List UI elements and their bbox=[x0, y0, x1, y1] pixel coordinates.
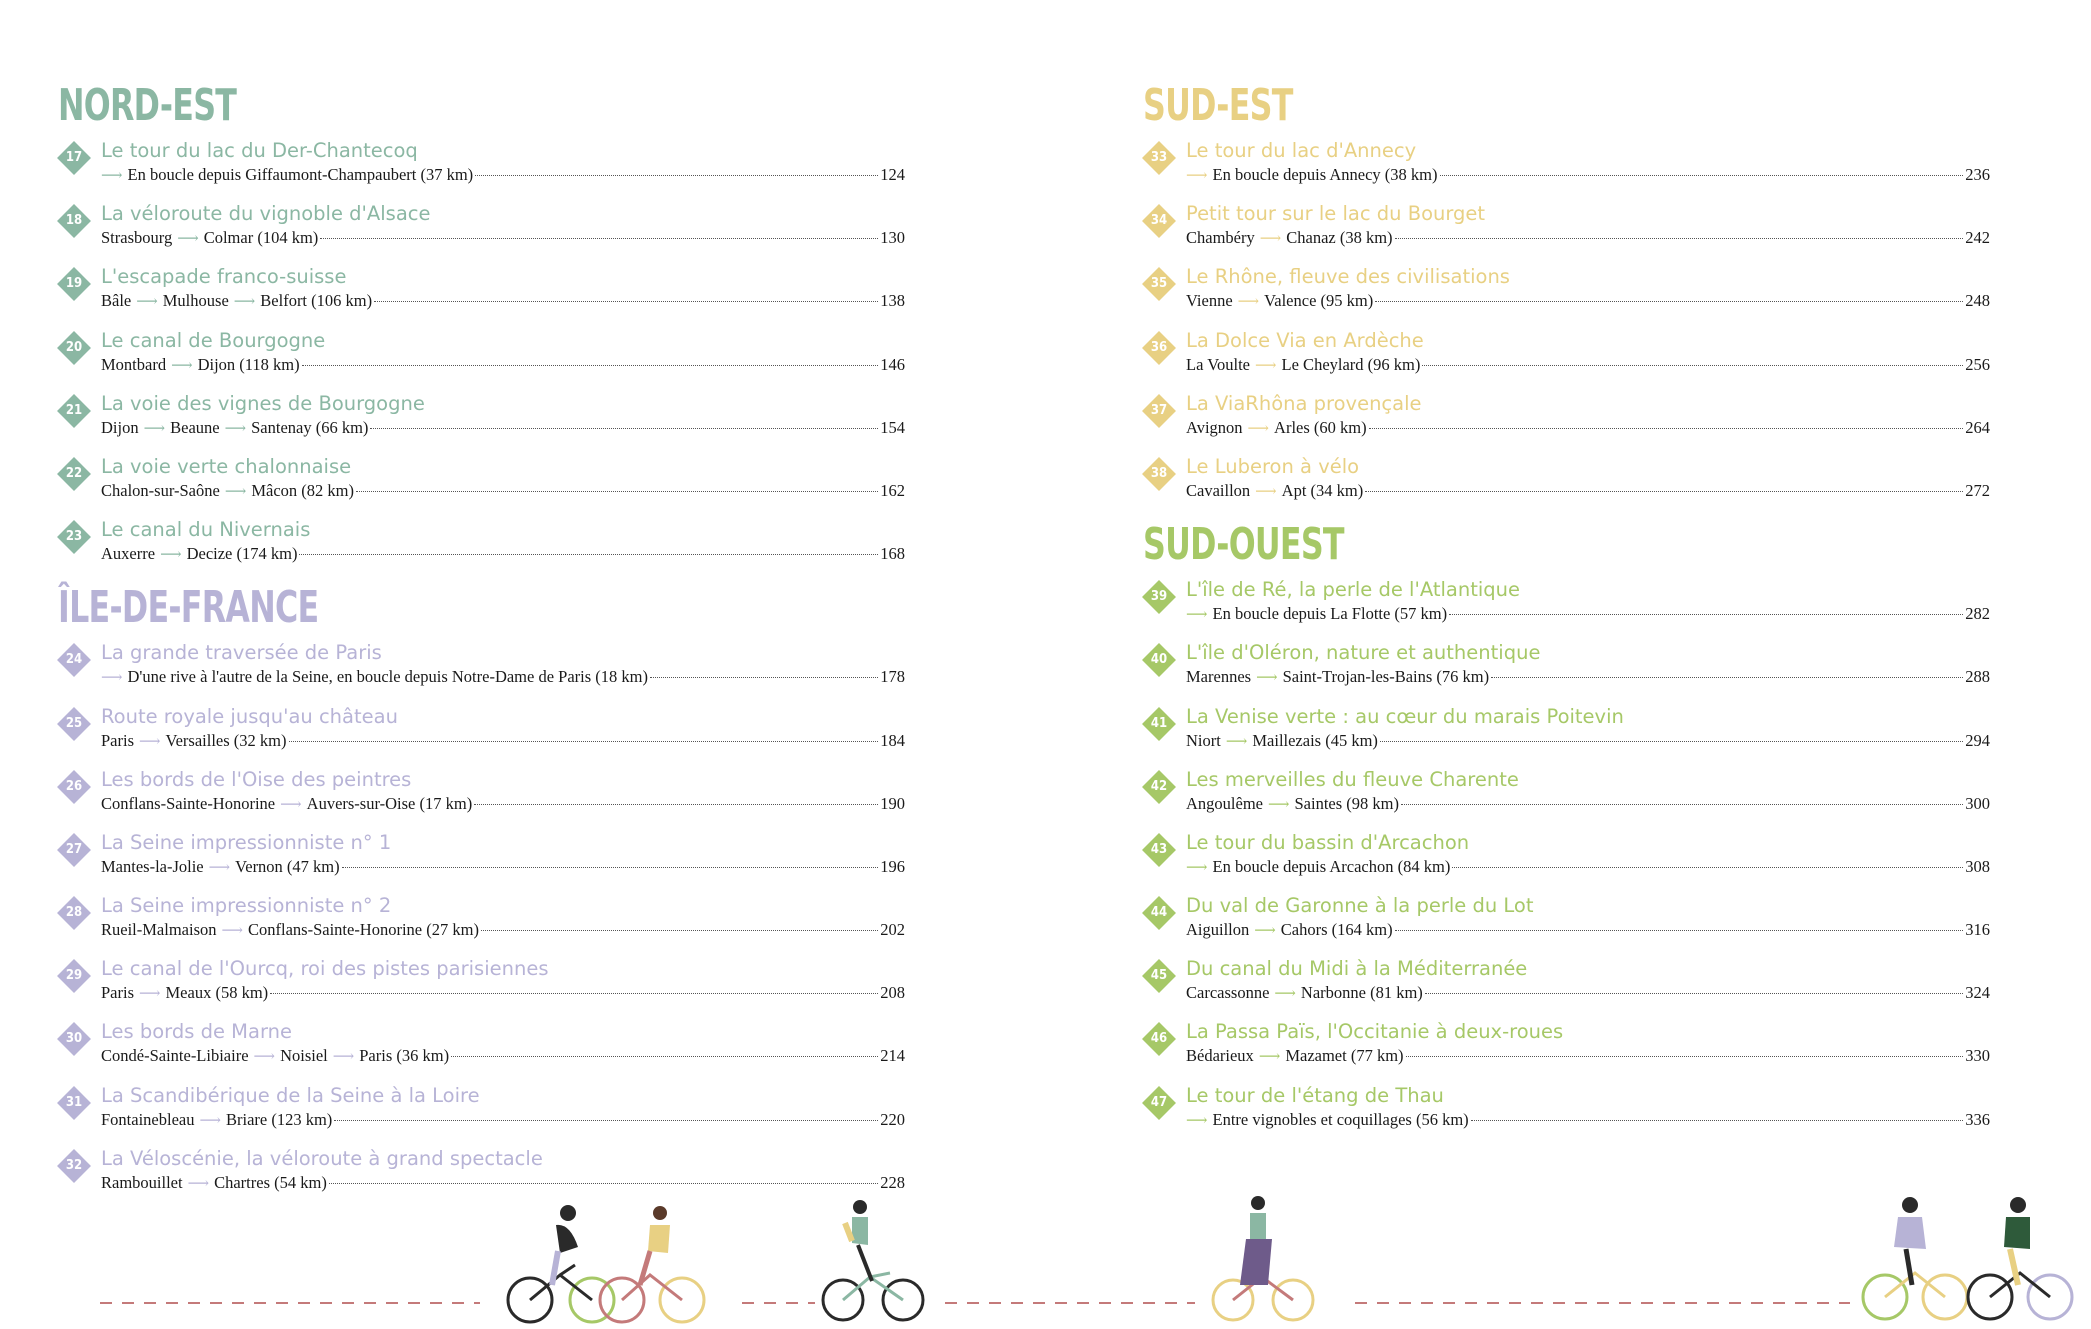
itinerary-stop: Dijon (118 km) bbox=[197, 354, 300, 374]
page-number: 138 bbox=[880, 291, 905, 311]
long-arrow-right-icon: ⟶ bbox=[1259, 231, 1282, 248]
route-itinerary bbox=[101, 920, 905, 940]
itinerary-stop: Carcassonne bbox=[1186, 983, 1270, 1003]
page-number: 228 bbox=[880, 1172, 905, 1192]
route-entry[interactable] bbox=[60, 452, 905, 515]
dotted-leader bbox=[475, 175, 878, 176]
route-number: 37 bbox=[1150, 402, 1168, 418]
dotted-leader bbox=[299, 554, 878, 555]
route-list bbox=[60, 638, 905, 1207]
route-itinerary bbox=[101, 1110, 905, 1130]
page-number: 272 bbox=[1965, 480, 1990, 500]
long-arrow-right-icon: ⟶ bbox=[160, 547, 182, 564]
itinerary-stop: Mâcon (82 km) bbox=[251, 480, 354, 500]
itinerary-stop: Narbonne (81 km) bbox=[1300, 983, 1423, 1003]
route-title: Petit tour sur le lac du Bourget bbox=[1186, 202, 1486, 226]
page-number: 178 bbox=[880, 667, 905, 687]
route-itinerary bbox=[1186, 355, 1990, 375]
long-arrow-right-icon: ⟶ bbox=[253, 1049, 276, 1066]
route-number: 18 bbox=[65, 213, 83, 229]
region-title: NORD-EST bbox=[58, 80, 237, 131]
dotted-leader bbox=[370, 428, 878, 429]
route-itinerary bbox=[1186, 481, 1990, 501]
route-number: 31 bbox=[65, 1094, 83, 1110]
page-number: 146 bbox=[880, 354, 905, 374]
itinerary-stop: Chanaz (38 km) bbox=[1286, 228, 1393, 248]
dotted-leader bbox=[451, 1056, 878, 1057]
route-list bbox=[60, 136, 905, 578]
route-number: 30 bbox=[65, 1031, 83, 1047]
itinerary-stop: Saintes (98 km) bbox=[1294, 793, 1399, 813]
region-nord-est bbox=[60, 78, 905, 578]
route-title: La Venise verte : au cœur du marais Poitevin bbox=[1186, 704, 1624, 728]
route-entry[interactable] bbox=[60, 326, 905, 389]
route-entry[interactable] bbox=[1145, 452, 1990, 515]
route-entry[interactable] bbox=[60, 638, 905, 701]
route-itinerary bbox=[1186, 857, 1990, 877]
route-itinerary bbox=[1186, 731, 1990, 751]
long-arrow-right-icon: ⟶ bbox=[1258, 1049, 1281, 1066]
long-arrow-right-icon: ⟶ bbox=[101, 168, 123, 184]
route-entry[interactable] bbox=[60, 136, 905, 199]
itinerary-stop: Apt (34 km) bbox=[1281, 480, 1364, 500]
dotted-leader bbox=[270, 993, 878, 994]
route-itinerary bbox=[1186, 1110, 1990, 1130]
route-entry[interactable] bbox=[1145, 262, 1990, 325]
long-arrow-right-icon: ⟶ bbox=[171, 357, 193, 374]
long-arrow-right-icon: ⟶ bbox=[208, 859, 231, 876]
itinerary-stop: Marennes bbox=[1186, 667, 1252, 687]
long-arrow-right-icon: ⟶ bbox=[136, 294, 158, 311]
itinerary-stop: Paris bbox=[101, 983, 134, 1003]
route-list bbox=[1145, 136, 1990, 515]
route-number: 34 bbox=[1150, 213, 1168, 229]
dotted-leader bbox=[289, 741, 879, 742]
long-arrow-right-icon: ⟶ bbox=[143, 420, 166, 437]
route-title: La grande traversée de Paris bbox=[101, 641, 382, 665]
route-itinerary bbox=[101, 857, 905, 877]
route-title: La voie des vignes de Bourgogne bbox=[101, 391, 425, 415]
page-number: 154 bbox=[880, 417, 905, 437]
itinerary-stop: Auvers-sur-Oise (17 km) bbox=[306, 793, 473, 813]
route-entry[interactable] bbox=[1145, 638, 1990, 701]
page-number: 336 bbox=[1965, 1109, 1990, 1129]
route-itinerary bbox=[101, 355, 905, 375]
dotted-leader bbox=[1449, 614, 1963, 615]
route-itinerary bbox=[1186, 604, 1990, 624]
itinerary-stop: Briare (123 km) bbox=[226, 1109, 333, 1129]
route-itinerary bbox=[1186, 291, 1990, 311]
route-title: La Seine impressionniste n° 2 bbox=[101, 894, 392, 918]
itinerary-stop: Fontainebleau bbox=[101, 1109, 195, 1129]
route-number: 45 bbox=[1150, 968, 1168, 984]
itinerary-stop: Colmar (104 km) bbox=[203, 228, 319, 248]
route-number: 43 bbox=[1150, 841, 1168, 857]
itinerary-stop: En boucle depuis La Flotte (57 km) bbox=[1212, 604, 1448, 624]
itinerary-stop: D'une rive à l'autre de la Seine, en boucle depuis Notre-Dame de Paris (18 km) bbox=[127, 667, 648, 687]
route-title: Le tour du bassin d'Arcachon bbox=[1186, 830, 1470, 854]
route-itinerary bbox=[101, 667, 905, 687]
page-number: 220 bbox=[880, 1109, 905, 1129]
itinerary-stop: Noisiel bbox=[280, 1046, 328, 1066]
route-number: 35 bbox=[1150, 276, 1168, 292]
dotted-leader bbox=[1440, 175, 1964, 176]
route-entry[interactable] bbox=[1145, 199, 1990, 262]
long-arrow-right-icon: ⟶ bbox=[1256, 670, 1278, 687]
route-title: L'île d'Oléron, nature et authentique bbox=[1186, 641, 1541, 665]
route-number: 24 bbox=[65, 652, 83, 668]
dotted-leader bbox=[320, 238, 878, 239]
dotted-leader bbox=[1380, 741, 1963, 742]
itinerary-stop: Chambéry bbox=[1186, 228, 1255, 248]
long-arrow-right-icon: ⟶ bbox=[1186, 168, 1208, 184]
route-itinerary bbox=[1186, 1046, 1990, 1066]
long-arrow-right-icon: ⟶ bbox=[1255, 483, 1277, 500]
itinerary-stop: Le Cheylard (96 km) bbox=[1281, 354, 1421, 374]
route-itinerary bbox=[1186, 228, 1990, 248]
route-entry[interactable] bbox=[60, 389, 905, 452]
dotted-leader bbox=[650, 677, 878, 678]
region-sud-ouest bbox=[1145, 517, 1990, 1144]
cyclists-illustration bbox=[0, 1185, 2091, 1329]
itinerary-stop: En boucle depuis Giffaumont-Champaubert (37 km) bbox=[127, 165, 474, 184]
route-entry[interactable] bbox=[1145, 702, 1990, 765]
route-number: 29 bbox=[65, 968, 83, 984]
route-itinerary bbox=[1186, 983, 1990, 1003]
dotted-leader bbox=[334, 1120, 878, 1121]
itinerary-stop: Maillezais (45 km) bbox=[1252, 730, 1378, 750]
itinerary-stop: Vienne bbox=[1186, 291, 1233, 311]
region-sud-est bbox=[1145, 78, 1990, 515]
dotted-leader bbox=[1401, 804, 1963, 805]
route-number: 38 bbox=[1150, 465, 1168, 481]
route-title: Du val de Garonne à la perle du Lot bbox=[1186, 894, 1534, 918]
itinerary-stop: Auxerre bbox=[101, 544, 156, 564]
route-entry[interactable] bbox=[1145, 954, 1990, 1017]
itinerary-stop: Angoulême bbox=[1186, 793, 1263, 813]
route-title: Les bords de Marne bbox=[101, 1020, 292, 1044]
route-number: 32 bbox=[65, 1157, 83, 1173]
left-column bbox=[60, 78, 905, 1207]
itinerary-stop: Rueil-Malmaison bbox=[101, 920, 217, 940]
itinerary-stop: Saint-Trojan-les-Bains (76 km) bbox=[1282, 667, 1490, 687]
page-number: 208 bbox=[880, 983, 905, 1003]
route-title: Le canal du Nivernais bbox=[101, 518, 311, 542]
cyclist-pair-left bbox=[508, 1205, 704, 1322]
itinerary-stop: Entre vignobles et coquillages (56 km) bbox=[1212, 1109, 1469, 1129]
page-number: 168 bbox=[880, 544, 905, 564]
route-number: 40 bbox=[1150, 652, 1168, 668]
itinerary-stop: Chartres (54 km) bbox=[214, 1172, 327, 1192]
route-entry[interactable] bbox=[60, 515, 905, 578]
long-arrow-right-icon: ⟶ bbox=[139, 733, 161, 750]
long-arrow-right-icon: ⟶ bbox=[101, 670, 123, 687]
route-entry[interactable] bbox=[60, 1017, 905, 1080]
long-arrow-right-icon: ⟶ bbox=[280, 796, 302, 813]
region-title: SUD-OUEST bbox=[1143, 519, 1344, 571]
page-number: 294 bbox=[1965, 730, 1990, 750]
page-number: 242 bbox=[1965, 228, 1990, 248]
long-arrow-right-icon: ⟶ bbox=[187, 1175, 210, 1192]
dotted-leader bbox=[1452, 867, 1963, 868]
dotted-leader bbox=[1395, 930, 1964, 931]
dotted-leader bbox=[474, 804, 878, 805]
page-number: 256 bbox=[1965, 354, 1990, 374]
route-itinerary bbox=[101, 1046, 905, 1066]
route-itinerary bbox=[101, 291, 905, 311]
itinerary-stop: Cahors (164 km) bbox=[1280, 920, 1393, 940]
long-arrow-right-icon: ⟶ bbox=[1225, 733, 1248, 750]
itinerary-stop: Versailles (32 km) bbox=[165, 730, 287, 750]
route-entry[interactable] bbox=[1145, 1081, 1990, 1144]
page-number: 130 bbox=[880, 228, 905, 248]
itinerary-stop: Mantes-la-Jolie bbox=[101, 856, 204, 876]
route-title: Route royale jusqu'au château bbox=[101, 704, 398, 728]
itinerary-stop: Bâle bbox=[101, 291, 132, 311]
dotted-leader bbox=[302, 365, 879, 366]
long-arrow-right-icon: ⟶ bbox=[1254, 923, 1276, 940]
page-number: 236 bbox=[1965, 165, 1990, 184]
page-number: 282 bbox=[1965, 604, 1990, 624]
itinerary-stop: Valence (95 km) bbox=[1264, 291, 1374, 311]
page-number: 308 bbox=[1965, 856, 1990, 876]
itinerary-stop: Aiguillon bbox=[1186, 920, 1250, 940]
route-entry[interactable] bbox=[60, 199, 905, 262]
long-arrow-right-icon: ⟶ bbox=[1267, 796, 1290, 813]
route-itinerary bbox=[1186, 794, 1990, 814]
itinerary-stop: Mulhouse bbox=[162, 291, 229, 311]
page-number: 202 bbox=[880, 920, 905, 940]
route-title: L'île de Ré, la perle de l'Atlantique bbox=[1186, 578, 1520, 602]
route-list bbox=[1145, 575, 1990, 1144]
dotted-leader bbox=[356, 491, 878, 492]
itinerary-stop: En boucle depuis Arcachon (84 km) bbox=[1212, 856, 1451, 876]
itinerary-stop: Decize (174 km) bbox=[186, 544, 298, 564]
dotted-leader bbox=[1395, 238, 1964, 239]
page-number: 124 bbox=[880, 165, 905, 184]
page-number: 324 bbox=[1965, 983, 1990, 1003]
dotted-leader bbox=[1406, 1056, 1964, 1057]
long-arrow-right-icon: ⟶ bbox=[1255, 357, 1277, 374]
route-entry[interactable] bbox=[60, 262, 905, 325]
route-number: 25 bbox=[65, 715, 83, 731]
route-itinerary bbox=[101, 544, 905, 564]
itinerary-stop: Cavaillon bbox=[1186, 480, 1251, 500]
long-arrow-right-icon: ⟶ bbox=[177, 231, 199, 248]
route-entry[interactable] bbox=[1145, 828, 1990, 891]
route-itinerary bbox=[101, 794, 905, 814]
route-itinerary bbox=[101, 481, 905, 501]
route-title: Le tour du lac d'Annecy bbox=[1186, 139, 1417, 162]
itinerary-stop: Condé-Sainte-Libiaire bbox=[101, 1046, 249, 1066]
route-title: La Scandibérique de la Seine à la Loire bbox=[101, 1083, 480, 1107]
itinerary-stop: Conflans-Sainte-Honorine bbox=[101, 793, 276, 813]
route-title: Le tour du lac du Der-Chantecoq bbox=[101, 139, 418, 162]
itinerary-stop: Bédarieux bbox=[1186, 1046, 1254, 1066]
route-entry[interactable] bbox=[60, 765, 905, 828]
route-title: La ViaRhôna provençale bbox=[1186, 391, 1422, 415]
route-itinerary bbox=[101, 228, 905, 248]
route-number: 42 bbox=[1150, 778, 1168, 794]
route-number: 19 bbox=[65, 276, 83, 292]
dotted-leader bbox=[374, 301, 878, 302]
itinerary-stop: Avignon bbox=[1186, 417, 1243, 437]
route-number: 27 bbox=[65, 841, 83, 857]
route-itinerary bbox=[101, 418, 905, 438]
long-arrow-right-icon: ⟶ bbox=[1186, 1112, 1208, 1129]
dotted-leader bbox=[481, 930, 878, 931]
route-title: La Véloscénie, la véloroute à grand spectacle bbox=[101, 1146, 543, 1170]
itinerary-stop: Mazamet (77 km) bbox=[1285, 1046, 1404, 1066]
route-title: La Dolce Via en Ardèche bbox=[1186, 328, 1424, 352]
long-arrow-right-icon: ⟶ bbox=[1186, 859, 1208, 876]
route-itinerary bbox=[1186, 667, 1990, 687]
dotted-leader bbox=[1425, 993, 1963, 994]
dotted-leader bbox=[1375, 301, 1963, 302]
dotted-leader bbox=[329, 1183, 878, 1184]
route-number: 33 bbox=[1150, 150, 1168, 165]
long-arrow-right-icon: ⟶ bbox=[224, 483, 247, 500]
route-itinerary bbox=[101, 165, 905, 185]
route-itinerary bbox=[101, 983, 905, 1003]
route-title: La Passa Païs, l'Occitanie à deux-roues bbox=[1186, 1020, 1564, 1044]
long-arrow-right-icon: ⟶ bbox=[224, 420, 247, 437]
itinerary-stop: Vernon (47 km) bbox=[235, 856, 340, 876]
route-title: La Seine impressionniste n° 1 bbox=[101, 830, 392, 854]
route-number: 23 bbox=[65, 529, 83, 545]
long-arrow-right-icon: ⟶ bbox=[332, 1049, 355, 1066]
itinerary-stop: En boucle depuis Annecy (38 km) bbox=[1212, 165, 1438, 184]
itinerary-stop: Montbard bbox=[101, 354, 167, 374]
route-title: Du canal du Midi à la Méditerranée bbox=[1186, 957, 1528, 981]
route-entry[interactable] bbox=[60, 1081, 905, 1144]
itinerary-stop: Paris (36 km) bbox=[359, 1046, 450, 1066]
itinerary-stop: Paris bbox=[101, 730, 134, 750]
itinerary-stop: Dijon bbox=[101, 417, 139, 437]
itinerary-stop: Arles (60 km) bbox=[1274, 417, 1367, 437]
route-title: La voie verte chalonnaise bbox=[101, 454, 352, 478]
route-number: 39 bbox=[1150, 589, 1168, 605]
dotted-leader bbox=[1422, 365, 1963, 366]
route-entry[interactable] bbox=[60, 828, 905, 891]
cyclist-single-yellow bbox=[1213, 1196, 1313, 1320]
route-number: 47 bbox=[1150, 1094, 1168, 1110]
route-entry[interactable] bbox=[60, 891, 905, 954]
long-arrow-right-icon: ⟶ bbox=[233, 294, 256, 311]
itinerary-stop: Beaune bbox=[170, 417, 220, 437]
page-number: 190 bbox=[880, 793, 905, 813]
route-number: 36 bbox=[1150, 339, 1168, 355]
itinerary-stop: Strasbourg bbox=[101, 228, 173, 248]
itinerary-stop: Conflans-Sainte-Honorine (27 km) bbox=[248, 920, 479, 940]
dotted-leader bbox=[1491, 677, 1963, 678]
route-title: L'escapade franco-suisse bbox=[101, 265, 347, 289]
itinerary-stop: Belfort (106 km) bbox=[260, 291, 373, 311]
route-entry[interactable] bbox=[1145, 326, 1990, 389]
itinerary-stop: La Voulte bbox=[1186, 354, 1251, 374]
route-entry[interactable] bbox=[1145, 575, 1990, 638]
route-number: 20 bbox=[65, 339, 83, 355]
long-arrow-right-icon: ⟶ bbox=[1186, 607, 1208, 624]
page-number: 264 bbox=[1965, 417, 1990, 437]
route-number: 44 bbox=[1150, 905, 1168, 921]
route-entry[interactable] bbox=[1145, 1017, 1990, 1080]
itinerary-stop: Meaux (58 km) bbox=[165, 983, 269, 1003]
page-number: 184 bbox=[880, 730, 905, 750]
route-title: Le Luberon à vélo bbox=[1186, 454, 1360, 478]
region-title: SUD-EST bbox=[1143, 80, 1293, 131]
page-number: 316 bbox=[1965, 920, 1990, 940]
long-arrow-right-icon: ⟶ bbox=[139, 986, 161, 1003]
page-number: 300 bbox=[1965, 793, 1990, 813]
route-title: Les bords de l'Oise des peintres bbox=[101, 767, 412, 791]
route-entry[interactable] bbox=[1145, 891, 1990, 954]
route-number: 22 bbox=[65, 465, 83, 481]
route-title: Le canal de l'Ourcq, roi des pistes parisiennes bbox=[101, 957, 549, 981]
page-number: 330 bbox=[1965, 1046, 1990, 1066]
dotted-leader bbox=[1471, 1120, 1964, 1121]
cyclist-pair-right bbox=[1863, 1197, 2072, 1319]
page-number: 248 bbox=[1965, 291, 1990, 311]
long-arrow-right-icon: ⟶ bbox=[199, 1112, 221, 1129]
route-number: 21 bbox=[65, 402, 83, 418]
long-arrow-right-icon: ⟶ bbox=[221, 923, 243, 940]
route-title: Le Rhône, fleuve des civilisations bbox=[1186, 265, 1510, 289]
route-itinerary bbox=[101, 731, 905, 751]
route-title: Le tour de l'étang de Thau bbox=[1186, 1083, 1444, 1107]
itinerary-stop: Rambouillet bbox=[101, 1172, 183, 1192]
route-entry[interactable] bbox=[60, 702, 905, 765]
page-number: 196 bbox=[880, 856, 905, 876]
dotted-leader bbox=[342, 867, 879, 868]
route-entry[interactable] bbox=[60, 954, 905, 1017]
route-number: 28 bbox=[65, 905, 83, 921]
route-title: Le canal de Bourgogne bbox=[101, 328, 326, 352]
region-ile-de-france bbox=[60, 580, 905, 1207]
route-title: Les merveilles du fleuve Charente bbox=[1186, 767, 1519, 791]
route-entry[interactable] bbox=[1145, 389, 1990, 452]
itinerary-stop: Santenay (66 km) bbox=[251, 417, 369, 437]
itinerary-stop: Chalon-sur-Saône bbox=[101, 480, 220, 500]
long-arrow-right-icon: ⟶ bbox=[1237, 294, 1260, 311]
page-number: 288 bbox=[1965, 667, 1990, 687]
route-number: 17 bbox=[65, 150, 83, 165]
right-column bbox=[1145, 78, 1990, 1144]
dotted-leader bbox=[1365, 491, 1963, 492]
route-title: La véloroute du vignoble d'Alsace bbox=[101, 202, 431, 226]
route-entry[interactable] bbox=[1145, 136, 1990, 199]
route-number: 26 bbox=[65, 778, 83, 794]
dotted-leader bbox=[1369, 428, 1964, 429]
cyclist-single-green bbox=[823, 1200, 923, 1320]
page-number: 162 bbox=[880, 480, 905, 500]
long-arrow-right-icon: ⟶ bbox=[1274, 986, 1296, 1003]
route-itinerary bbox=[1186, 165, 1990, 185]
route-entry[interactable] bbox=[1145, 765, 1990, 828]
region-title: ÎLE-DE-FRANCE bbox=[58, 582, 319, 634]
route-number: 41 bbox=[1150, 715, 1168, 731]
route-itinerary bbox=[1186, 418, 1990, 438]
route-itinerary bbox=[1186, 920, 1990, 940]
page-number: 214 bbox=[880, 1046, 905, 1066]
itinerary-stop: Niort bbox=[1186, 730, 1221, 750]
long-arrow-right-icon: ⟶ bbox=[1247, 420, 1270, 437]
route-number: 46 bbox=[1150, 1031, 1168, 1047]
